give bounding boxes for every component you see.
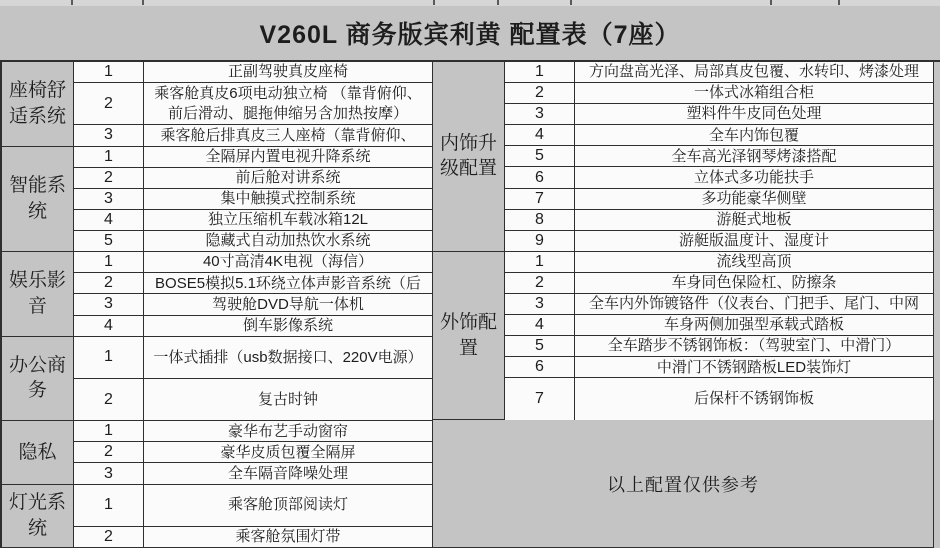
row-number: 4 — [74, 316, 144, 337]
category-cell: 外饰配置 — [433, 252, 505, 421]
section-items — [74, 485, 433, 548]
row-number: 3 — [74, 463, 144, 484]
config-row — [74, 485, 433, 527]
row-number: 2 — [74, 442, 144, 463]
ruler-tick — [570, 0, 572, 5]
config-row — [505, 231, 934, 252]
section-items — [505, 252, 934, 421]
config-row — [74, 168, 433, 189]
config-row — [505, 378, 934, 420]
config-row — [74, 273, 433, 294]
row-number: 2 — [74, 168, 144, 189]
ruler-tick — [142, 0, 144, 5]
config-row — [74, 527, 433, 548]
feature-text: 游艇式地板 — [575, 210, 934, 231]
ruler-tick — [433, 0, 435, 5]
feature-text: 乘客舱氛围灯带 — [144, 527, 433, 548]
category-cell: 座椅舒适系统 — [2, 62, 74, 147]
feature-text: 立体式多功能扶手 — [575, 167, 934, 188]
row-number: 1 — [74, 337, 144, 379]
category-cell: 隐私 — [2, 421, 74, 484]
config-row — [505, 294, 934, 315]
section-items — [505, 62, 934, 252]
table-section — [2, 62, 433, 147]
feature-text: BOSE5模拟5.1环绕立体声影音系统（后 — [144, 273, 433, 294]
config-row — [505, 315, 934, 336]
config-row — [505, 252, 934, 273]
feature-text: 前后舱对讲系统 — [144, 168, 433, 189]
table-section — [2, 252, 433, 337]
table-section — [2, 147, 433, 253]
row-number: 3 — [74, 189, 144, 210]
feature-text: 流线型高顶 — [575, 252, 934, 273]
config-row — [74, 62, 433, 83]
feature-text: 车身同色保险杠、防擦条 — [575, 273, 934, 294]
feature-text: 塑料件牛皮同色处理 — [575, 104, 934, 125]
ruler-tick — [71, 0, 73, 5]
row-number: 2 — [505, 273, 575, 294]
row-number: 4 — [74, 210, 144, 231]
row-number: 1 — [505, 62, 575, 83]
row-number: 3 — [74, 294, 144, 315]
feature-text: 豪华布艺手动窗帘 — [144, 421, 433, 442]
feature-text: 全车内外饰镀铬件（仪表台、门把手、尾门、中网 — [575, 294, 934, 315]
feature-text: 全车踏步不锈钢饰板：（驾驶室门、中滑门） — [575, 336, 934, 357]
row-number: 3 — [505, 104, 575, 125]
config-row — [74, 210, 433, 231]
section-items — [74, 421, 433, 484]
row-number: 1 — [74, 421, 144, 442]
feature-text: 车身两侧加强型承载式踏板 — [575, 315, 934, 336]
row-number: 5 — [505, 336, 575, 357]
section-items — [74, 337, 433, 422]
config-row — [74, 442, 433, 463]
ruler-tick — [770, 0, 772, 5]
row-number: 1 — [74, 147, 144, 168]
feature-text: 全车内饰包覆 — [575, 125, 934, 146]
table-section — [433, 62, 934, 252]
page-title: V260L 商务版宾利黄 配置表（7座） — [0, 6, 940, 62]
feature-text: 中滑门不锈钢踏板LED装饰灯 — [575, 357, 934, 378]
config-row — [74, 463, 433, 484]
feature-text: 正副驾驶真皮座椅 — [144, 62, 433, 83]
feature-text: 全车高光泽钢琴烤漆搭配 — [575, 146, 934, 167]
config-row — [74, 379, 433, 421]
feature-text: 方向盘高光泽、局部真皮包覆、水转印、烤漆处理 — [575, 62, 934, 83]
row-number: 5 — [74, 231, 144, 252]
row-number: 1 — [74, 252, 144, 273]
category-cell: 灯光系统 — [2, 485, 74, 548]
feature-text: 倒车影像系统 — [144, 316, 433, 337]
table-section — [433, 252, 934, 421]
section-items — [74, 147, 433, 253]
feature-text: 多功能豪华侧壁 — [575, 189, 934, 210]
ruler-tick — [497, 0, 499, 5]
feature-text: 乘客舱真皮6项电动独立椅 （靠背俯仰、前后滑动、腿拖伸缩另含加热按摩） — [144, 83, 433, 125]
row-number: 1 — [74, 62, 144, 83]
row-number: 4 — [505, 315, 575, 336]
config-row — [505, 357, 934, 378]
config-row — [74, 252, 433, 273]
feature-text: 复古时钟 — [144, 379, 433, 421]
config-row — [505, 62, 934, 83]
right-table-half — [433, 62, 934, 548]
config-row — [74, 147, 433, 168]
config-row — [505, 146, 934, 167]
feature-text: 豪华皮质包覆全隔屏 — [144, 442, 433, 463]
category-cell: 内饰升级配置 — [433, 62, 505, 252]
table-section — [2, 421, 433, 484]
row-number: 1 — [74, 485, 144, 527]
config-row — [74, 337, 433, 379]
row-number: 8 — [505, 210, 575, 231]
section-items — [74, 62, 433, 147]
category-cell: 智能系统 — [2, 147, 74, 253]
row-number: 4 — [505, 125, 575, 146]
config-row — [74, 294, 433, 315]
section-items — [74, 252, 433, 337]
feature-text: 一体式插排（usb数据接口、220V电源） — [144, 337, 433, 379]
table-section — [2, 485, 433, 548]
row-number: 2 — [74, 83, 144, 125]
row-number: 2 — [74, 379, 144, 421]
category-cell: 娱乐影音 — [2, 252, 74, 337]
config-row — [505, 104, 934, 125]
left-table-half — [2, 62, 433, 548]
config-row — [74, 83, 433, 125]
row-number: 3 — [74, 125, 144, 146]
config-row — [74, 316, 433, 337]
row-number: 6 — [505, 167, 575, 188]
feature-text: 一体式冰箱组合柜 — [575, 83, 934, 104]
reference-note: 以上配置仅供参考 — [433, 420, 934, 548]
row-number: 2 — [505, 83, 575, 104]
config-row — [505, 336, 934, 357]
feature-text: 隐藏式自动加热饮水系统 — [144, 231, 433, 252]
ruler-tick — [838, 0, 840, 5]
config-table — [0, 62, 934, 548]
row-number: 7 — [505, 378, 575, 420]
feature-text: 乘客舱顶部阅读灯 — [144, 485, 433, 527]
config-row — [505, 167, 934, 188]
row-number: 9 — [505, 231, 575, 252]
feature-text: 集中触摸式控制系统 — [144, 189, 433, 210]
row-number: 5 — [505, 146, 575, 167]
config-row — [74, 125, 433, 146]
config-row — [505, 83, 934, 104]
top-ruler-strip — [0, 0, 940, 6]
feature-text: 全隔屏内置电视升降系统 — [144, 147, 433, 168]
row-number: 2 — [74, 527, 144, 548]
config-row — [505, 189, 934, 210]
table-section — [2, 337, 433, 422]
feature-text: 全车隔音降噪处理 — [144, 463, 433, 484]
config-row — [505, 125, 934, 146]
config-row — [505, 273, 934, 294]
config-row — [74, 189, 433, 210]
row-number: 6 — [505, 357, 575, 378]
config-row — [74, 421, 433, 442]
row-number: 1 — [505, 252, 575, 273]
feature-text: 40寸高清4K电视（海信） — [144, 252, 433, 273]
category-cell: 办公商务 — [2, 337, 74, 422]
row-number: 3 — [505, 294, 575, 315]
config-row — [74, 231, 433, 252]
feature-text: 驾驶舱DVD导航一体机 — [144, 294, 433, 315]
feature-text: 乘客舱后排真皮三人座椅（靠背俯仰、 — [144, 125, 433, 146]
config-row — [505, 210, 934, 231]
row-number: 7 — [505, 189, 575, 210]
feature-text: 独立压缩机车载冰箱12L — [144, 210, 433, 231]
feature-text: 游艇版温度计、湿度计 — [575, 231, 934, 252]
feature-text: 后保杆不锈钢饰板 — [575, 378, 934, 420]
row-number: 2 — [74, 273, 144, 294]
